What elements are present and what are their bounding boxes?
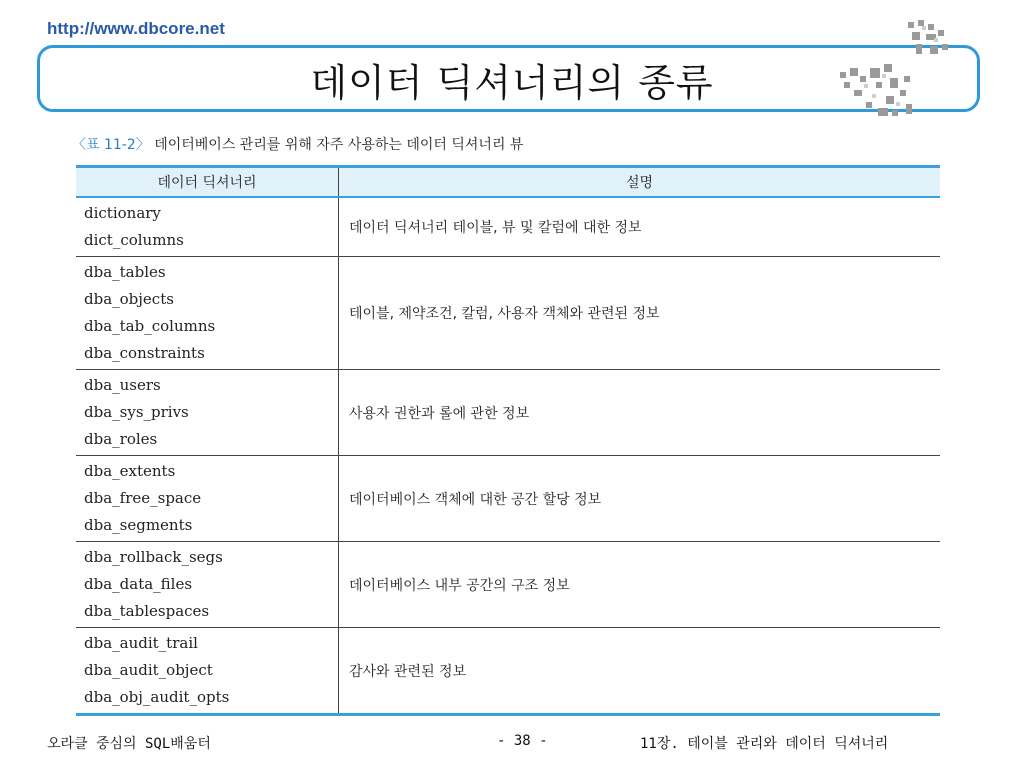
view-name: dba_constraints <box>84 344 205 362</box>
view-name: dba_objects <box>84 290 174 308</box>
description-cell: 데이터베이스 내부 공간의 구조 정보 <box>339 542 941 628</box>
table-row <box>76 456 940 542</box>
view-name-cell <box>76 456 339 542</box>
view-name: dba_data_files <box>84 575 193 593</box>
table-caption-tag: 〈표 11-2〉 <box>72 137 150 153</box>
table-row <box>76 628 940 715</box>
slide-title: 데이터 딕셔너리의 종류 <box>310 61 714 105</box>
table-row <box>76 257 940 370</box>
description-cell: 감사와 관련된 정보 <box>349 663 467 680</box>
view-name: dictionary <box>84 204 161 222</box>
table-row <box>76 197 940 257</box>
site-url-link[interactable]: http://www.dbcore.net <box>47 19 225 38</box>
view-name: dba_sys_privs <box>84 403 189 421</box>
view-name: dba_users <box>84 376 161 394</box>
table-caption-text: 데이터베이스 관리를 위해 자주 사용하는 데이터 딕셔너리 뷰 <box>154 137 524 153</box>
view-name: dba_free_space <box>84 489 202 507</box>
table-caption <box>72 134 523 154</box>
decorative-pixel-art-icon <box>830 18 960 128</box>
view-name-cell <box>76 628 339 715</box>
footer-page-number: - 38 - <box>497 733 548 749</box>
view-name: dba_extents <box>84 462 176 480</box>
data-dictionary-table <box>76 165 940 716</box>
view-name: dba_audit_object <box>84 661 213 679</box>
column-header-description: 설명 <box>339 167 941 198</box>
description-cell: 테이블, 제약조건, 칼럼, 사용자 객체와 관련된 정보 <box>339 257 941 370</box>
description-cell: 사용자 권한과 롤에 관한 정보 <box>339 370 941 456</box>
table-header-row <box>76 167 940 198</box>
table-row <box>76 370 940 456</box>
description-cell: 데이터베이스 객체에 대한 공간 할당 정보 <box>339 456 941 542</box>
view-name: dba_tables <box>84 263 166 281</box>
view-name: dba_tablespaces <box>84 602 210 620</box>
view-name: dict_columns <box>84 231 184 249</box>
footer-chapter-title: 11장. 테이블 관리와 데이터 딕셔너리 <box>640 736 889 752</box>
table-row <box>76 542 940 628</box>
view-name: dba_audit_trail <box>84 634 198 652</box>
footer-book-title: 오라클 중심의 SQL배움터 <box>47 736 211 752</box>
view-name: dba_obj_audit_opts <box>84 688 230 706</box>
view-name: dba_rollback_segs <box>84 548 223 566</box>
view-name-cell <box>76 257 339 370</box>
view-name-cell <box>76 370 339 456</box>
view-name-cell <box>76 197 339 257</box>
column-header-dictionary: 데이터 딕셔너리 <box>76 167 339 198</box>
view-name: dba_roles <box>84 430 158 448</box>
description-cell: 데이터 딕셔너리 테이블, 뷰 및 칼럼에 대한 정보 <box>339 197 941 257</box>
view-name: dba_tab_columns <box>84 317 216 335</box>
view-name: dba_segments <box>84 516 193 534</box>
view-name-cell <box>76 542 339 628</box>
